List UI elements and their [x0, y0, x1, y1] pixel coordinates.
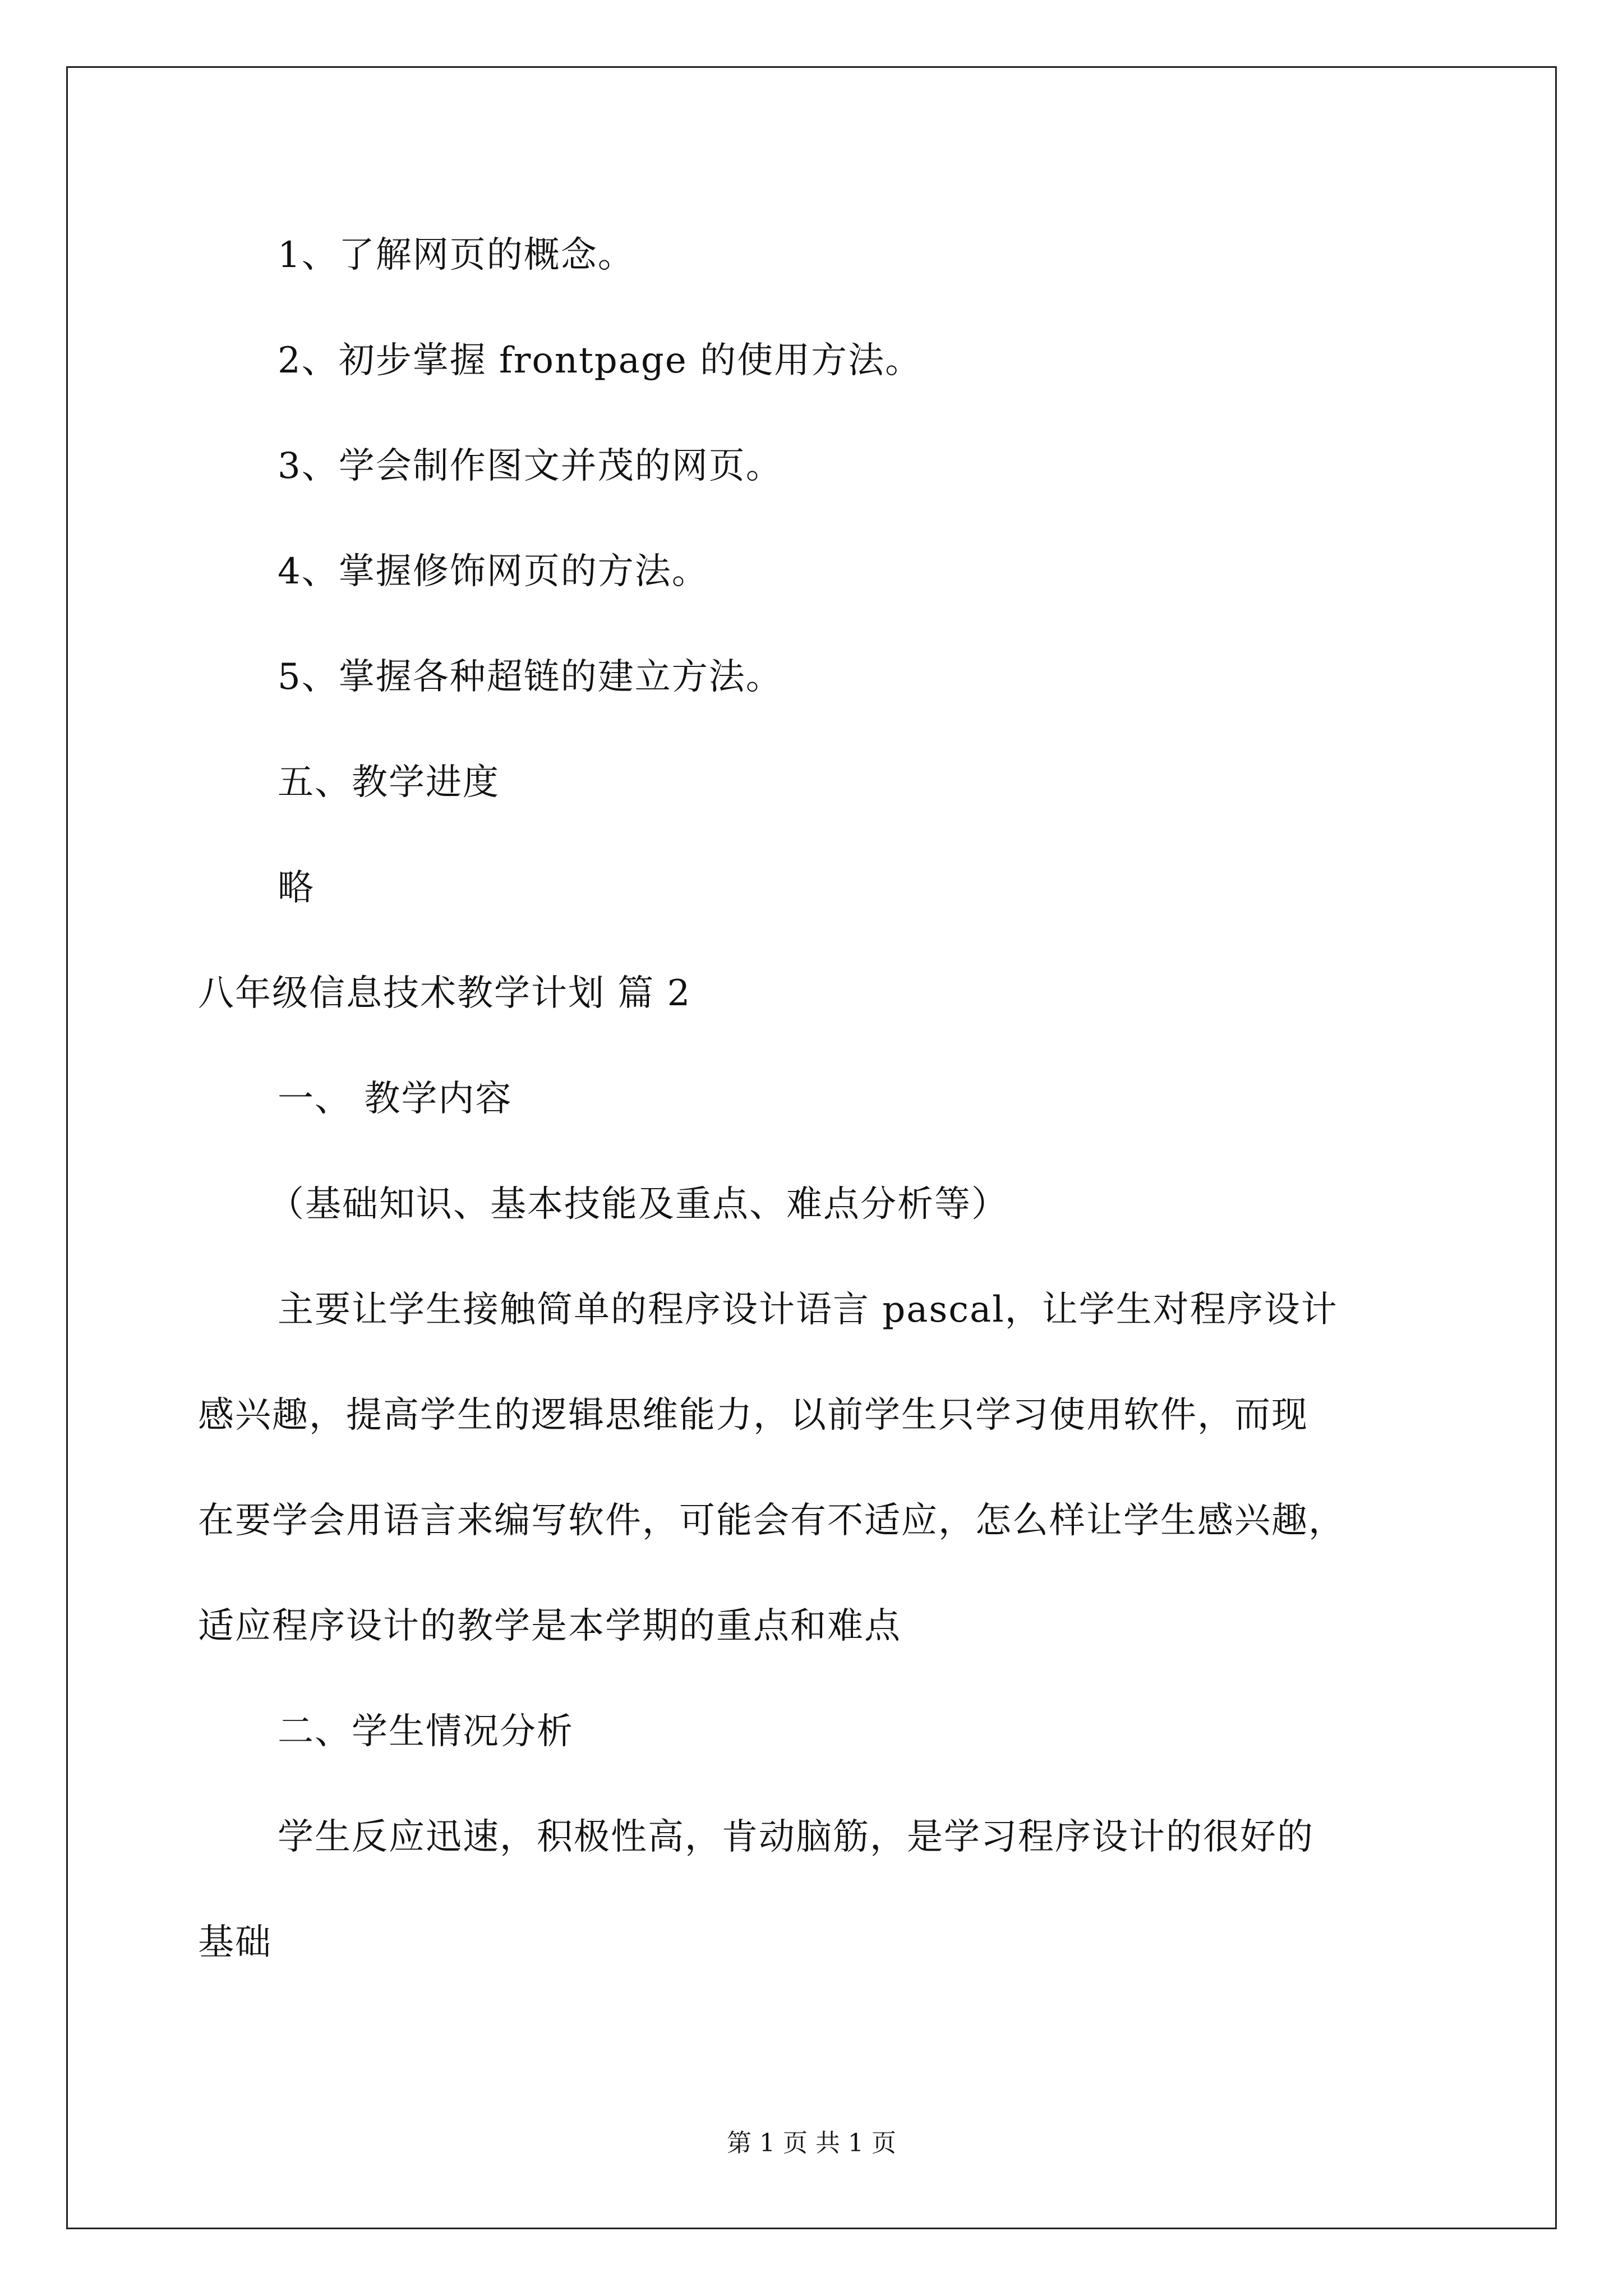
section-heading-students: 二、学生情况分析 [278, 1711, 574, 1752]
content-subtitle: （基础知识、基本技能及重点、难点分析等） [268, 1184, 1008, 1225]
objective-5: 5、掌握各种超链的建立方法。 [278, 656, 783, 698]
paragraph-line: 基础 [198, 1922, 272, 1963]
objective-3: 3、学会制作图文并茂的网页。 [278, 445, 783, 487]
paragraph-line: 主要让学生接触简单的程序设计语言 pascal，让学生对程序设计 [278, 1289, 1338, 1331]
objective-1: 1、了解网页的概念。 [278, 234, 635, 276]
paragraph-line: 感兴趣，提高学生的逻辑思维能力，以前学生只学习使用软件，而现 [198, 1395, 1308, 1436]
section-heading-content: 一、 教学内容 [278, 1078, 513, 1120]
section-heading-progress: 五、教学进度 [278, 762, 500, 803]
page-border [66, 66, 1557, 2229]
paragraph-line: 学生反应迅速，积极性高，肯动脑筋，是学习程序设计的很好的 [278, 1816, 1314, 1858]
document-title: 八年级信息技术教学计划 篇 2 [198, 973, 691, 1014]
objective-2: 2、初步掌握 frontpage 的使用方法。 [278, 340, 923, 381]
progress-text: 略 [278, 867, 315, 909]
objective-4: 4、掌握修饰网页的方法。 [278, 551, 709, 592]
paragraph-line: 在要学会用语言来编写软件，可能会有不适应，怎么样让学生感兴趣， [198, 1500, 1345, 1542]
page-footer: 第 1 页 共 1 页 [727, 2129, 896, 2157]
paragraph-line: 适应程序设计的教学是本学期的重点和难点 [198, 1605, 901, 1647]
